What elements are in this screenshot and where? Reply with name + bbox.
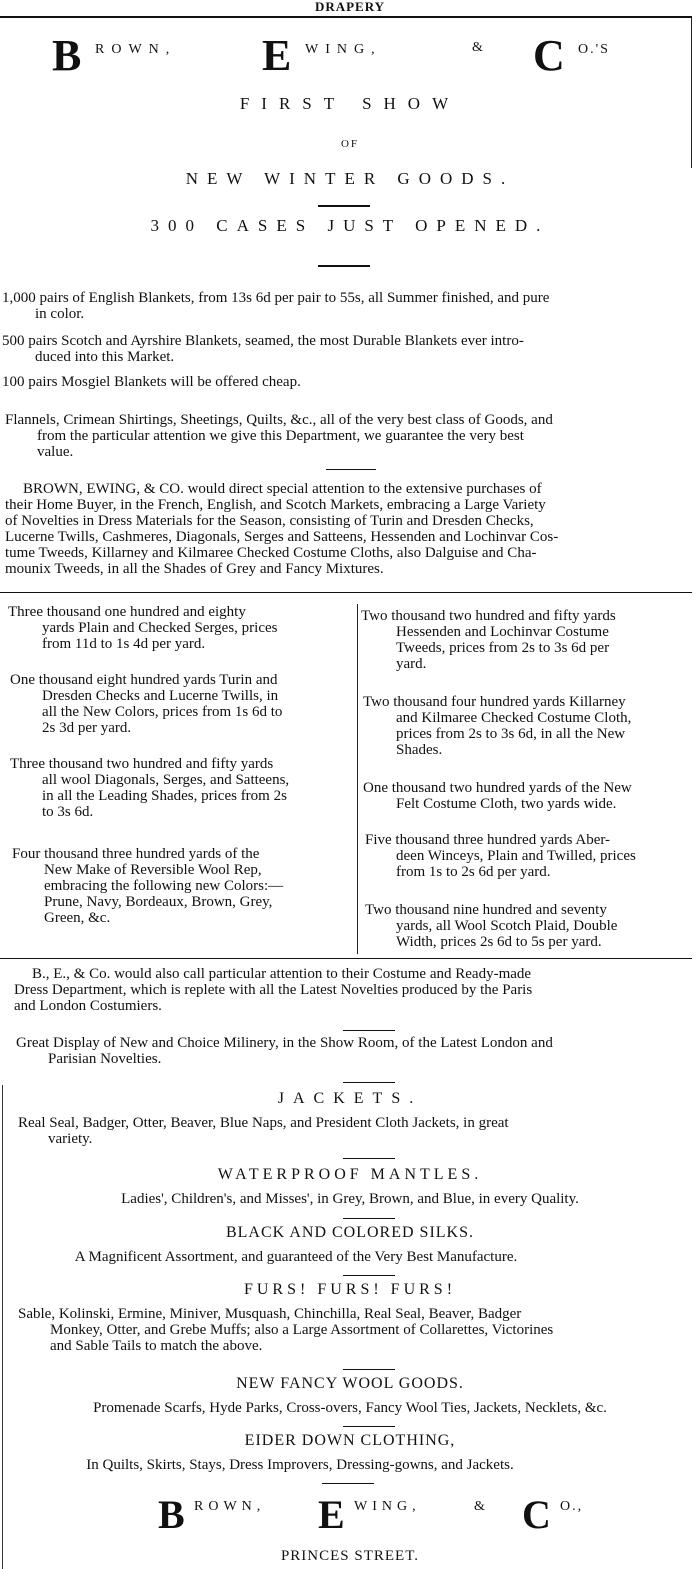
jackets-paragraph: Real Seal, Badger, Otter, Beaver, Blue Naps, and President Cloth Jackets, in great variety. bbox=[18, 1115, 509, 1147]
divider bbox=[343, 1426, 395, 1427]
firm-initial-e: E bbox=[318, 1492, 345, 1537]
blankets-english: 1,000 pairs of English Blankets, from 13s 6d per pair to 55s, all Summer finished, and pure in color. bbox=[2, 290, 550, 322]
firm-wing: WING, bbox=[354, 1499, 421, 1514]
firm-o: O., bbox=[560, 1499, 584, 1514]
firm-initial-e: E bbox=[262, 31, 292, 80]
flannels-paragraph: Flannels, Crimean Shirtings, Sheetings, Quilts, &c., all of the very best class of Goods, and from the particular attention we give this Department, we guarantee the very best value. bbox=[5, 412, 553, 460]
list-item: Two thousand four hundred yards Killarney and Kilmaree Checked Costume Cloth, prices from 2s to 3s 6d, in all the New Shades. bbox=[363, 694, 632, 758]
of-heading: OF bbox=[340, 138, 360, 150]
wool-paragraph: Promenade Scarfs, Hyde Parks, Cross-overs, Fancy Wool Ties, Jackets, Necklets, &c. bbox=[93, 1400, 607, 1416]
jackets-heading: JACKETS. bbox=[277, 1090, 423, 1107]
firm-initial-b: B bbox=[158, 1492, 185, 1537]
millinery-paragraph: Great Display of New and Choice Milinery, in the Show Room, of the Latest London and Parisian Novelties. bbox=[16, 1035, 553, 1067]
top-rule bbox=[0, 16, 692, 18]
blankets-scotch: 500 pairs Scotch and Ayrshire Blankets, seamed, the most Durable Blankets ever intro- duced into this Market. bbox=[2, 333, 524, 365]
eider-heading: EIDER DOWN CLOTHING, bbox=[244, 1432, 456, 1449]
firm-wing: WING, bbox=[305, 42, 382, 57]
list-item: One thousand two hundred yards of the New Felt Costume Cloth, two yards wide. bbox=[363, 780, 632, 812]
mantles-heading: WATERPROOF MANTLES. bbox=[217, 1166, 483, 1183]
firm-rown: ROWN, bbox=[95, 42, 177, 57]
list-item: Three thousand one hundred and eighty yards Plain and Checked Serges, prices from 11d to 1s 4d per yard. bbox=[8, 604, 278, 652]
divider bbox=[343, 1030, 395, 1031]
divider bbox=[343, 1218, 395, 1219]
firm-rown: ROWN, bbox=[194, 1499, 266, 1514]
silks-paragraph: A Magnificent Assortment, and guaranteed of the Very Best Manufacture. bbox=[74, 1249, 518, 1265]
divider bbox=[343, 1369, 395, 1370]
firm-initial-c: C bbox=[533, 31, 565, 80]
firm-initial-c: C bbox=[522, 1492, 551, 1537]
list-item: Three thousand two hundred and fifty yards all wool Diagonals, Serges, and Satteens, in all the Leading Shades, prices from 2s to 3s 6d. bbox=[10, 756, 290, 820]
furs-heading: FURS! FURS! FURS! bbox=[243, 1281, 457, 1298]
firm-ampersand: & bbox=[472, 40, 483, 55]
mantles-paragraph: Ladies', Children's, and Misses', in Grey, Brown, and Blue, in every Quality. bbox=[121, 1191, 579, 1207]
divider bbox=[0, 958, 692, 959]
list-item: Two thousand nine hundred and seventy yards, all Wool Scotch Plaid, Double Width, prices 2s 6d to 5s per yard. bbox=[365, 902, 618, 950]
divider bbox=[343, 1082, 395, 1083]
list-item: Five thousand three hundred yards Aber- deen Winceys, Plain and Twilled, prices from 1s to 2s 6d per yard. bbox=[365, 832, 636, 880]
street-address: PRINCES STREET. bbox=[280, 1548, 420, 1564]
list-item: Four thousand three hundred yards of the New Make of Reversible Wool Rep, embracing the following new Colors:— Prune, Navy, Bordeaux, Brown, Grey, Green, &c. bbox=[12, 846, 284, 926]
firm-initial-b: B bbox=[52, 31, 82, 80]
costume-paragraph: B., E., & Co. would also call particular attention to their Costume and Ready-made Dress Department, which is replete with all the Latest Novelties produced by the Paris and London Costumiers. bbox=[14, 966, 533, 1014]
list-item: One thousand eight hundred yards Turin and Dresden Checks and Lucerne Twills, in all the New Colors, prices from 1s 6d to 2s 3d per yard. bbox=[10, 672, 283, 736]
new-winter-heading: NEW WINTER GOODS. bbox=[185, 169, 515, 188]
divider bbox=[326, 469, 376, 470]
divider bbox=[318, 205, 370, 207]
cases-heading: 300 CASES JUST OPENED. bbox=[150, 216, 550, 235]
divider bbox=[343, 1158, 395, 1159]
firm-os: O.'S bbox=[578, 42, 610, 57]
divider bbox=[322, 1483, 374, 1484]
furs-paragraph: Sable, Kolinski, Ermine, Miniver, Musquash, Chinchilla, Real Seal, Beaver, Badger Monkey, Otter, and Grebe Muffs; also a Large Assortment of Collarettes, Victorines and Sable Tails to match the above. bbox=[18, 1306, 554, 1354]
eider-paragraph: In Quilts, Skirts, Stays, Dress Improvers, Dressing-gowns, and Jackets. bbox=[86, 1457, 514, 1473]
divider bbox=[0, 592, 692, 593]
first-show-heading: FIRST SHOW bbox=[239, 94, 461, 113]
divider bbox=[318, 265, 370, 267]
silks-heading: BLACK AND COLORED SILKS. bbox=[225, 1224, 474, 1241]
blankets-mosgiel: 100 pairs Mosgiel Blankets will be offered cheap. bbox=[2, 374, 301, 390]
firm-ampersand: & bbox=[474, 1499, 485, 1514]
running-head: DRAPERY bbox=[314, 0, 386, 14]
two-column-listing bbox=[0, 598, 700, 953]
wool-heading: NEW FANCY WOOL GOODS. bbox=[236, 1375, 464, 1392]
list-item: Two thousand two hundred and fifty yards Hessenden and Lochinvar Costume Tweeds, prices from 2s to 3s 6d per yard. bbox=[361, 608, 616, 672]
divider bbox=[343, 1275, 395, 1276]
attention-paragraph: BROWN, EWING, & CO. would direct special attention to the extensive purchases of their Home Buyer, in the French, English, and Scotch Markets, embracing a Large Variety of Novelties in Dress Materials for the Season, consisting of Turin and Dresden Checks, Lucerne Twills, Cashmeres, Diagonals, Serges and Satteens, Hessenden and Lochinvar Cos- tume Tweeds, Killarney and Kilmaree Checked Costume Cloths, also Dalguise and Cha- mounix Tweeds, in all the Shades of Grey and Fancy Mixtures. bbox=[5, 481, 559, 577]
